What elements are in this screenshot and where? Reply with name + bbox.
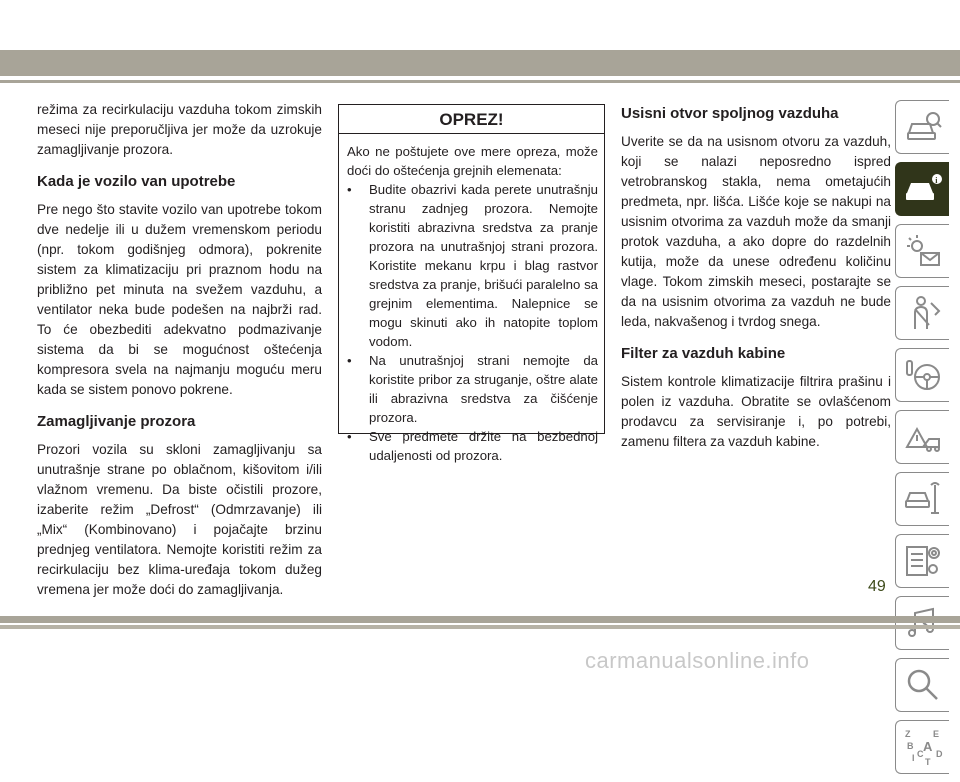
paragraph: režima za recirkulaciju vazduha tokom zimskih meseci nije preporučljiva jer može da uzrokuje zamagljivanje prozora. xyxy=(37,102,322,157)
caution-box xyxy=(338,104,605,463)
caution-item: • Na unutrašnjoj strani nemojte da koristite pribor za struganje, oštre alate ili abrazivna sredstva za čišćenje prozora. xyxy=(347,351,598,427)
tab-vehicle-info[interactable] xyxy=(895,162,949,216)
car-info-icon xyxy=(903,169,943,209)
index-letter: A xyxy=(922,739,932,754)
tab-multimedia[interactable] xyxy=(895,596,949,650)
section-heading: Usisni otvor spoljnog vazduha xyxy=(621,105,839,122)
index-letter: D xyxy=(935,749,942,759)
caution-item: • Budite obazrivi kada perete unutrašnju stranu zadnjeg prozora. Nemojte koristiti abrazivna sredstva za pranje prozora na unutrašnjoj strani prozora. Koristite mekanu krpu i blag rastvor sredstva za pranje, brišući paralelno sa grejnim elementima. Nalepnice se mogu skinuti ako ih natopite toplom vodom. xyxy=(347,180,598,351)
index-letter: C xyxy=(916,749,923,759)
tab-emergency[interactable] xyxy=(895,410,949,464)
multimedia-icon xyxy=(903,603,943,643)
tab-starting-operating[interactable] xyxy=(895,348,949,402)
index-letter: Z xyxy=(904,729,910,739)
caution-intro: Ako ne poštujete ove mere opreza, može doći do oštećenja grejnih elemenata: xyxy=(347,144,598,178)
tab-technical-specs[interactable] xyxy=(895,534,949,588)
caution-list xyxy=(347,180,598,465)
tab-getting-to-know-vehicle[interactable] xyxy=(895,100,949,154)
caution-item: • Sve predmete držite na bezbednoj udaljenosti od prozora. xyxy=(347,427,598,465)
seatbelt-icon xyxy=(903,293,943,333)
index-letter: B xyxy=(906,741,913,751)
car-search-icon xyxy=(903,107,943,147)
specifications-icon xyxy=(903,541,943,581)
tab-safety[interactable] xyxy=(895,286,949,340)
right-column xyxy=(621,105,891,452)
steering-wheel-icon xyxy=(903,355,943,395)
index-letter: T xyxy=(924,757,930,767)
svg-text:i: i xyxy=(934,176,938,185)
caution-title: OPREZ! xyxy=(339,105,604,134)
section-heading: Kada je vozilo van upotrebe xyxy=(37,173,236,190)
left-column xyxy=(37,100,322,600)
section-heading: Filter za vazduh kabine xyxy=(621,345,786,362)
footer-band xyxy=(0,616,960,623)
car-maintenance-icon xyxy=(903,479,943,519)
header-band xyxy=(0,50,960,76)
section-heading: Zamagljivanje prozora xyxy=(37,413,196,430)
watermark: carmanualsonline.info xyxy=(585,648,810,673)
tab-instrument-panel[interactable] xyxy=(895,224,949,278)
page-number: 49 xyxy=(868,578,886,595)
tab-search[interactable] xyxy=(895,658,949,712)
chapter-tabs xyxy=(895,100,949,782)
roadside-warning-icon xyxy=(903,417,943,457)
index-letter: I xyxy=(911,753,915,763)
alphabetical-index-icon xyxy=(903,727,943,767)
tab-servicing[interactable] xyxy=(895,472,949,526)
paragraph: Sistem kontrole klimatizacije filtrira prašinu i polen iz vazduha. Obratite se ovlašćenom prodavcu za servisiranje i, po potrebi, zamenu filtera za vazduh kabine. xyxy=(621,374,891,449)
tab-index[interactable] xyxy=(895,720,949,774)
paragraph: Uverite se da na usisnom otvoru za vazduh, koji se nalazi neposredno ispred vetrobranskog stakla, nema ometajućih predmeta, npr. lišća. Lišće koje se nakupi na usisnim otvorima za vazduh može da smanji protok vazduha, a ako dopre do razdelnih kutija, može da unese određenu količinu vlage. Tokom zimskih meseci, postarajte se da na usisnim otvorima za vazduh ne bude leda, nakvašenog i tvrdog snega. xyxy=(621,134,891,329)
paragraph: Pre nego što stavite vozilo van upotrebe tokom dve nedelje ili u dužem vremenskom periodu (npr. tokom godišnjeg odmora), pokrenite sistem za klimatizaciju pri praznom hodu na približno pet minuta na svežem vazduhu, a ventilator neka bude podešen na najbrži rad. To će obezbediti adekvatno podmazivanje sistema da bi se mogućnost oštećenja kompresora svela na najmanju moguću meru kada se sistem ponovo pokrene. xyxy=(37,202,322,397)
footer-rule xyxy=(0,625,960,629)
index-letter: E xyxy=(932,729,939,739)
header-rule xyxy=(0,80,960,83)
warning-lights-icon xyxy=(903,231,943,271)
index-search-icon xyxy=(903,665,943,705)
paragraph: Prozori vozila su skloni zamagljivanju sa unutrašnje strane po oblačnom, kišovitom i/ili vlažnom vremenu. Da biste očistili prozore, izaberite režim „Defrost“ (Odmrzavanje) ili „Mix“ (Kombinovano) i pojačajte brzinu prednjeg ventilatora. Nemojte koristiti režim za recirkulaciju bez klima-uređaja tokom dužeg vremena jer može doći do zamagljivanja. xyxy=(37,442,322,597)
